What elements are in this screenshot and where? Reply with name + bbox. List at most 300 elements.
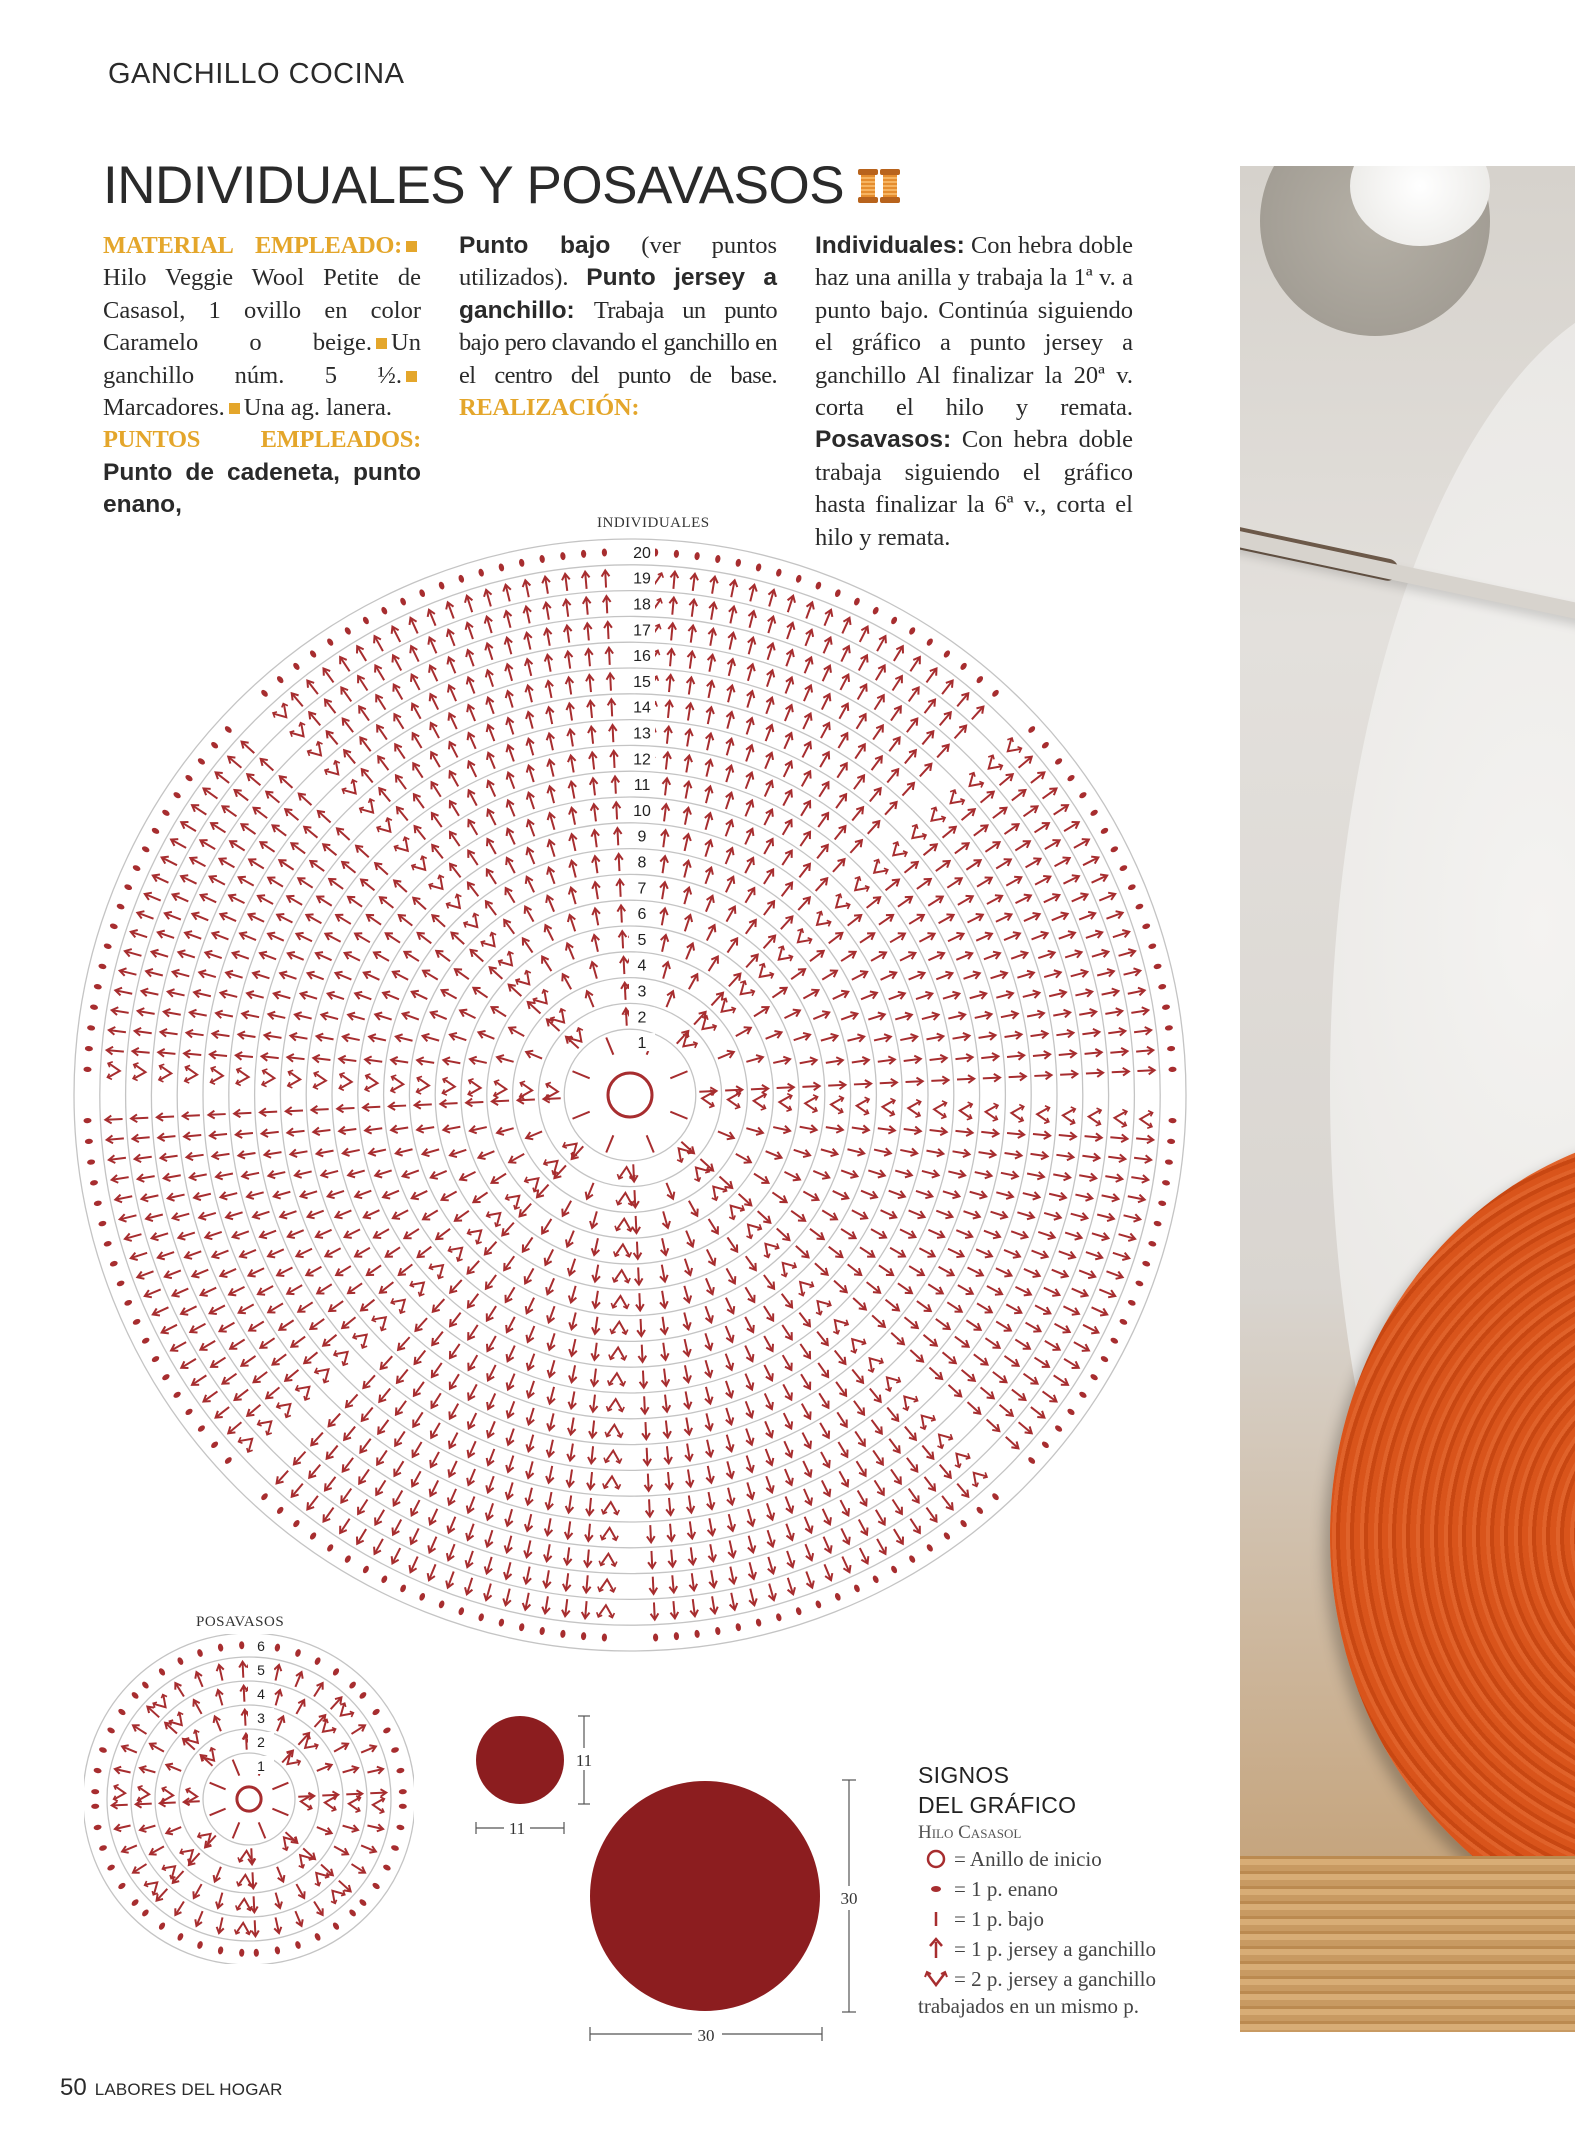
stitch — [394, 805, 411, 823]
stitch — [1148, 1240, 1157, 1247]
stitch — [363, 1103, 381, 1112]
stitch — [799, 1431, 814, 1450]
stitch — [409, 731, 425, 750]
stitch — [1079, 1008, 1097, 1019]
stitch — [834, 1410, 850, 1429]
stitch — [742, 886, 758, 905]
stitch — [761, 1334, 776, 1353]
stitch — [210, 1130, 228, 1139]
stitch — [504, 827, 518, 846]
stitch — [812, 1167, 831, 1181]
stitch — [320, 1505, 336, 1524]
stitch — [391, 1056, 409, 1066]
stitch — [478, 568, 485, 577]
legend-item — [918, 1844, 1238, 1874]
stitch — [447, 830, 463, 849]
stitch — [341, 779, 362, 800]
stitch — [93, 1200, 102, 1207]
stitch — [670, 1112, 687, 1119]
stitch — [179, 819, 198, 835]
stitch — [683, 942, 697, 961]
stitch — [296, 875, 315, 891]
stitch — [599, 1553, 617, 1566]
ring-icon — [925, 1848, 947, 1870]
stitch — [465, 849, 481, 868]
stitch — [706, 654, 717, 672]
stitch — [590, 1368, 600, 1386]
stitch — [107, 1062, 120, 1080]
stitch — [1003, 1246, 1022, 1260]
stitch — [763, 669, 776, 688]
posavasos-chart-title: POSAVASOS — [196, 1614, 285, 1630]
stitch — [800, 712, 814, 731]
stitch — [761, 867, 777, 886]
stitch — [562, 599, 572, 617]
stitch — [198, 969, 217, 981]
stitch — [672, 1142, 693, 1163]
stitch — [853, 712, 869, 731]
stitch — [563, 625, 573, 643]
stitch — [494, 1080, 507, 1098]
stitch — [1081, 1321, 1100, 1336]
stitch — [546, 759, 558, 778]
stitch — [815, 811, 831, 830]
stitch — [354, 1187, 373, 1200]
stitch — [464, 1550, 477, 1569]
stitch — [360, 1842, 378, 1855]
stitch — [1033, 873, 1052, 888]
stitch — [179, 873, 198, 888]
stitch — [211, 1865, 224, 1883]
stitch — [653, 1633, 659, 1641]
stitch — [889, 1330, 907, 1347]
stitch — [743, 1454, 756, 1473]
stitch — [565, 677, 575, 695]
stitch — [644, 1473, 653, 1491]
stitch — [567, 781, 578, 799]
stitch — [524, 1487, 536, 1506]
stitch — [886, 1436, 903, 1454]
stitch — [193, 1190, 212, 1202]
stitch — [90, 1004, 99, 1010]
stitch — [880, 1371, 901, 1392]
stitch — [151, 1230, 170, 1242]
stitch — [887, 841, 908, 862]
stitch — [539, 1627, 545, 1636]
stitch — [774, 1226, 792, 1243]
stitch — [426, 1535, 440, 1554]
stitch — [722, 875, 736, 894]
stitch — [390, 683, 405, 702]
stitch — [776, 1083, 794, 1092]
stitch — [260, 689, 269, 698]
stitch — [566, 1469, 576, 1487]
stitch — [686, 1521, 696, 1539]
stitch — [286, 1107, 304, 1116]
stitch — [392, 1429, 408, 1448]
round-ring — [384, 849, 877, 1342]
stitch — [589, 778, 599, 796]
individuales-chart — [70, 530, 1190, 1660]
stitch — [1008, 1072, 1026, 1081]
stitch — [603, 1476, 621, 1489]
stitch — [504, 1454, 517, 1473]
stitch — [408, 644, 423, 663]
stitch — [742, 1315, 757, 1334]
stitch — [845, 1261, 863, 1278]
stitch — [447, 861, 464, 879]
stitch — [151, 1355, 161, 1363]
stitch — [789, 1208, 808, 1224]
stitch — [504, 1508, 516, 1527]
stitch — [285, 1282, 304, 1297]
stitch — [934, 1100, 947, 1118]
stitch — [1168, 1067, 1176, 1073]
stitch — [747, 584, 759, 603]
stitch — [742, 1285, 758, 1304]
stitch — [315, 893, 334, 909]
stitch — [522, 1266, 537, 1285]
stitch — [376, 817, 397, 838]
stitch — [1048, 1190, 1067, 1202]
stitch — [836, 1469, 851, 1488]
stitch — [426, 636, 440, 655]
stitch — [260, 1108, 278, 1117]
stitch — [465, 1411, 480, 1430]
stitch — [660, 1368, 670, 1386]
stitch — [821, 608, 835, 627]
stitch — [313, 1126, 331, 1136]
stitch — [991, 1492, 1000, 1501]
stitch — [873, 663, 888, 682]
stitch — [425, 1563, 439, 1582]
stitch — [588, 1420, 598, 1438]
stitch — [340, 1455, 357, 1473]
stitch — [445, 1515, 459, 1534]
stitch — [567, 1027, 588, 1048]
stitch — [707, 602, 718, 620]
stitch — [106, 1135, 124, 1144]
stitch — [1000, 1169, 1018, 1180]
stitch — [708, 576, 718, 594]
stitch — [425, 608, 439, 627]
stitch — [418, 589, 426, 598]
stitch — [497, 950, 518, 971]
stitch — [293, 1882, 307, 1899]
stitch — [932, 1429, 953, 1450]
stitch — [702, 894, 716, 913]
stitch — [583, 623, 592, 641]
stitch — [921, 1167, 940, 1179]
stitch — [259, 1822, 266, 1838]
stitch — [879, 1207, 898, 1221]
stitch — [894, 1011, 913, 1023]
stitch — [85, 1046, 93, 1052]
stitch — [261, 1052, 279, 1062]
stitch — [664, 1472, 673, 1490]
stitch — [868, 858, 889, 879]
stitch — [609, 1347, 627, 1360]
stitch — [409, 1440, 425, 1459]
stitch — [761, 779, 775, 798]
stitch — [410, 761, 426, 780]
stitch — [1167, 1138, 1175, 1144]
stitch — [288, 1070, 301, 1088]
stitch — [415, 1244, 433, 1261]
stitch — [191, 1882, 205, 1899]
stitch — [447, 1342, 463, 1361]
stitch — [685, 1199, 700, 1218]
stitch — [742, 744, 755, 763]
stitch — [762, 1448, 775, 1467]
stitch — [273, 1188, 292, 1200]
stitch — [722, 1325, 736, 1344]
stitch — [702, 785, 714, 804]
round-number-label: 2 — [257, 1734, 265, 1750]
stitch — [395, 1033, 414, 1045]
stitch — [742, 771, 755, 790]
stitch — [588, 1210, 600, 1229]
stitch — [133, 1063, 146, 1081]
stitch — [834, 589, 842, 598]
stitch — [694, 1630, 700, 1639]
stitch — [275, 1264, 294, 1279]
stitch — [854, 1489, 869, 1508]
stitch — [929, 1126, 947, 1136]
stitch — [409, 1469, 424, 1488]
stitch — [1085, 1248, 1104, 1261]
stitch — [1032, 820, 1051, 836]
stitch — [184, 1248, 203, 1261]
stitch — [468, 947, 486, 964]
stitch — [522, 580, 533, 598]
stitch — [679, 1139, 697, 1156]
stitch — [542, 602, 553, 620]
stitch — [365, 1262, 384, 1278]
round-number-label: 4 — [257, 1686, 265, 1702]
stitch — [428, 1421, 443, 1440]
stitch — [856, 625, 871, 644]
stitch — [520, 1235, 536, 1254]
stitch — [724, 1487, 736, 1506]
stitch — [522, 606, 533, 624]
stitch — [408, 673, 423, 692]
stitch — [870, 723, 886, 742]
stitch — [380, 1575, 388, 1584]
stitch — [295, 1245, 314, 1260]
stitch — [471, 985, 490, 1001]
stitch — [1016, 1419, 1034, 1436]
stitch — [190, 802, 209, 818]
stitch — [601, 1502, 619, 1515]
stitch — [361, 1373, 378, 1391]
posavasos-chart — [84, 1634, 414, 1964]
stitch — [306, 1207, 325, 1220]
stitch — [989, 1208, 1008, 1221]
stitch — [246, 1189, 265, 1201]
stitch — [339, 1055, 357, 1065]
stitch — [502, 1285, 518, 1304]
stitch — [722, 847, 736, 866]
stitch — [291, 1449, 308, 1467]
stitch — [727, 1592, 738, 1610]
stitch — [921, 841, 939, 858]
stitch — [391, 1124, 409, 1134]
stitch — [373, 1478, 389, 1497]
stitch — [568, 833, 579, 851]
stitch — [819, 664, 833, 683]
stitch — [396, 912, 414, 929]
stitch — [1056, 1151, 1074, 1161]
stitch — [820, 636, 834, 655]
stitch — [1082, 1028, 1100, 1038]
stitch — [188, 1320, 207, 1335]
stitch — [994, 911, 1013, 925]
stitch — [890, 616, 898, 626]
stitch — [802, 1543, 816, 1562]
stitch — [525, 738, 537, 757]
stitch — [502, 610, 514, 629]
stitch — [289, 721, 310, 742]
stitch — [735, 1623, 742, 1632]
stitch — [803, 601, 816, 620]
stitch — [902, 859, 920, 876]
stitch — [234, 1922, 251, 1934]
stitch — [830, 857, 847, 875]
stitch — [143, 890, 162, 904]
stitch — [811, 1295, 832, 1316]
stitch — [742, 1372, 756, 1391]
stitch — [959, 1519, 968, 1529]
stitch — [184, 1049, 202, 1058]
stitch — [782, 1495, 795, 1514]
stitch — [1009, 1386, 1027, 1403]
stitch — [504, 690, 516, 709]
stitch — [1100, 1355, 1110, 1363]
stitch — [393, 773, 409, 791]
stitch — [163, 1008, 181, 1019]
stitch — [781, 1468, 795, 1487]
stitch — [384, 930, 403, 946]
stitch — [855, 653, 870, 672]
stitch — [504, 717, 517, 736]
stitch — [879, 969, 898, 983]
stitch — [705, 954, 721, 973]
stitch — [743, 1254, 759, 1273]
stitch — [1043, 1209, 1062, 1221]
stitch — [1096, 967, 1115, 979]
stitch — [1024, 1319, 1043, 1334]
stitch — [407, 1555, 421, 1574]
stitch — [617, 905, 626, 923]
stitch — [215, 1170, 233, 1181]
stitch — [373, 860, 391, 877]
stitch — [849, 1367, 866, 1385]
stitch — [410, 988, 429, 1002]
stitch — [145, 1211, 164, 1223]
stitch — [975, 874, 994, 890]
stitch — [160, 1028, 178, 1038]
stitch — [1016, 754, 1034, 771]
stitch — [309, 649, 318, 659]
stitch — [478, 1613, 485, 1622]
stitch — [272, 1783, 288, 1790]
stitch — [501, 1254, 517, 1273]
stitch — [840, 1010, 859, 1023]
stitch — [722, 1352, 735, 1371]
stitch — [377, 894, 395, 911]
stitch — [591, 882, 601, 900]
stitch — [191, 1698, 205, 1715]
stitch — [1050, 1266, 1069, 1280]
stitch — [396, 1261, 414, 1278]
stitch — [525, 711, 537, 730]
stitch — [119, 967, 138, 979]
stitch — [114, 1784, 126, 1801]
stitch — [770, 1189, 789, 1205]
stitch — [407, 616, 421, 635]
stitch — [1137, 1066, 1155, 1075]
stitch — [680, 1312, 692, 1331]
stitch — [634, 1267, 643, 1285]
stitch — [902, 1314, 920, 1331]
stitch — [458, 1607, 465, 1616]
stitch — [907, 1517, 923, 1536]
stitch — [356, 1467, 372, 1486]
stitch — [214, 1689, 225, 1706]
stitch — [940, 824, 958, 841]
stitch — [744, 1508, 756, 1527]
stitch — [1062, 1107, 1075, 1125]
stitch — [795, 574, 802, 583]
stitch — [764, 1529, 777, 1548]
stitch — [124, 1299, 133, 1307]
stitch — [98, 1220, 107, 1227]
stitch — [106, 1726, 115, 1734]
stitch — [839, 1555, 853, 1574]
stitch — [213, 769, 231, 786]
stitch — [742, 856, 757, 875]
stitch — [931, 1076, 949, 1085]
stitch — [584, 649, 593, 667]
stitch — [851, 773, 867, 791]
stitch — [1066, 1407, 1076, 1416]
stitch — [446, 712, 460, 731]
stitch — [98, 963, 107, 970]
stitch — [465, 1291, 482, 1309]
stitch — [852, 1429, 868, 1448]
stitch — [445, 656, 459, 675]
stitch — [942, 990, 961, 1003]
stitch — [1136, 1135, 1154, 1144]
stitch — [821, 1563, 835, 1582]
stitch — [1003, 930, 1022, 944]
stitch — [396, 1824, 405, 1831]
stitch — [484, 669, 497, 688]
stitch — [1032, 1354, 1051, 1370]
stitch — [343, 1226, 362, 1241]
stitch — [409, 702, 424, 721]
stitch — [139, 1764, 156, 1775]
stitch — [995, 1189, 1014, 1201]
stitch — [602, 548, 608, 556]
stitch — [687, 625, 697, 643]
stitch — [546, 839, 559, 858]
stitch — [871, 1478, 887, 1497]
stitch — [792, 1146, 811, 1159]
stitch — [408, 1527, 423, 1546]
stitch — [908, 1554, 917, 1564]
